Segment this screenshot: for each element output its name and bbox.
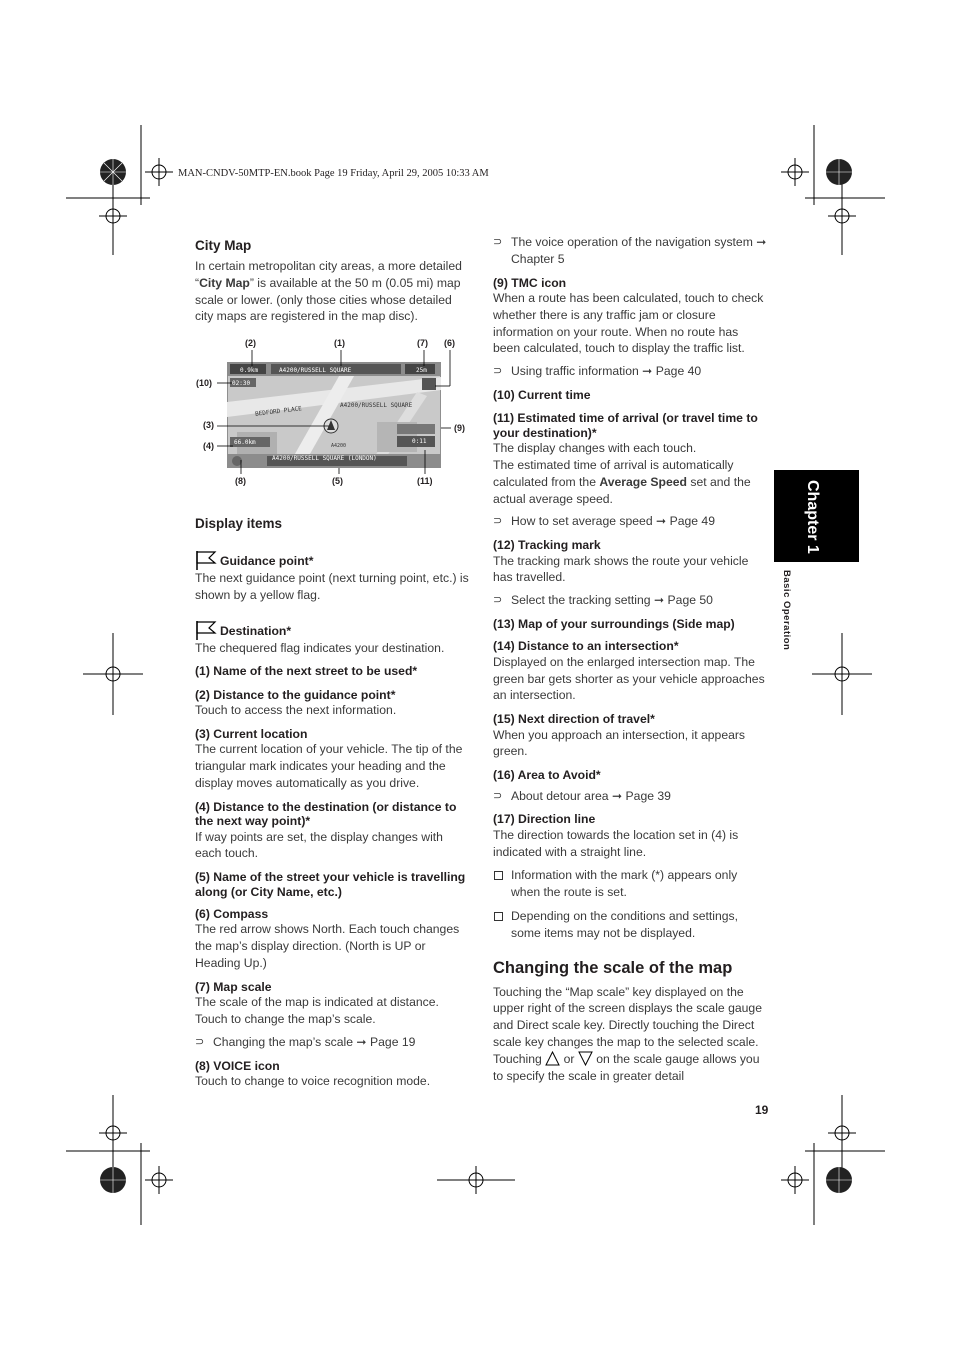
ref-traffic[interactable]: ⊃ Using traffic information ➞ Page 40 [493,363,768,380]
eta-text-1: The display changes with each touch. [493,441,697,456]
screen-map-label-1: A4200/RUSSELL SQUARE [340,402,413,409]
item-2-title: (2) Distance to the guidance point* [195,687,396,702]
direction-line-title: (17) Direction line [493,812,596,827]
screen-map-label-2: BEDFORD PLACE [254,405,303,418]
screen-eta: 0:11 [412,438,427,445]
ref-voice[interactable]: ⊃ The voice operation of the navigation system ➞ Chapter 5 [493,234,768,268]
chequered-flag-icon [195,620,217,640]
eta-paragraph [493,457,768,507]
ref-map-scale[interactable]: ⊃ Changing the map’s scale ➞ Page 19 [195,1034,470,1051]
item-2 [195,688,470,719]
intersection-title: (14) Distance to an intersection* [493,639,679,654]
callout-11: (11) [417,476,433,486]
section-label: Basic Operation [781,570,792,651]
section-label-wrap [781,570,797,650]
eta-text-3: set and the actual average speed. [493,474,751,506]
item-4-title: (4) Distance to the destination (or distance to the next way point)* [195,799,457,829]
tracking-item [493,538,768,586]
chapter-label-wrap [803,480,827,556]
screen-dest-distance: 66.0km [234,439,256,446]
note-2: Depending on the conditions and settings, some items may not be displayed. [493,908,768,942]
screen-bottom-street: A4200/RUSSELL SQUARE (LONDON) [272,455,377,462]
tmc-title: (9) TMC icon [493,275,567,290]
screen-map-label-3: A4200 [331,443,347,449]
guidance-point-title: Guidance point* [220,554,314,568]
item-8-text: Touch to change to voice recognition mode. [195,1074,431,1089]
next-dir-item [493,712,768,760]
eta-bold: Average Speed [599,474,687,489]
intersection-item [493,639,768,704]
item-3-title: (3) Current location [195,727,308,741]
callout-7: (7) [417,338,428,348]
item-8 [195,1059,470,1090]
city-map-paragraph [195,258,470,325]
scale-down-triangle-icon [578,1051,593,1066]
callout-4: (4) [203,441,214,451]
city-map-heading: City Map [195,238,252,253]
chapter-label: Chapter 1 [804,480,821,554]
next-dir-title: (15) Next direction of travel* [493,712,655,727]
surroundings-title: (13) Map of your surroundings (Side map) [493,616,735,631]
callout-5: (5) [332,476,343,486]
callout-3: (3) [203,420,214,430]
ref-speed[interactable]: ⊃ How to set average speed ➞ Page 49 [493,513,768,530]
item-3-text: The current location of your vehicle. The tip of the triangular mark indicates your heading and the display moves automatically as you drive. [195,742,463,790]
item-6-title: (6) Compass [195,907,269,922]
item-1-title: (1) Name of the next street to be used* [195,664,418,679]
scale-text-1: Touching the “Map scale” key displayed on the upper right of the screen displays the scale gauge and Direct scale key. Directly touching the Direct scale key changes the map to the selected scale. Touching [493,984,762,1066]
item-8-title: (8) VOICE icon [195,1058,280,1073]
screen-distance: 0.9km [240,367,259,374]
screen-time: 02:30 [232,380,251,387]
callout-2: (2) [245,338,256,348]
guidance-point-item [195,550,470,604]
callout-6: (6) [444,338,455,348]
item-5-title: (5) Name of the street your vehicle is travelling along (or City Name, etc.) [195,870,466,899]
avoid-title: (16) Area to Avoid* [493,768,601,783]
page-number: 19 [755,1103,769,1117]
next-dir-text: When you approach an intersection, it appears green. [493,727,746,759]
screen-scale: 25m [416,367,427,374]
city-map-figure [195,338,475,493]
item-6 [195,907,470,972]
item-6-text: The red arrow shows North. Each touch changes the map’s display direction. (North is UP or Heading Up.) [195,922,460,971]
display-items [195,514,470,1090]
direction-line-text: The direction towards the location set in (4) is indicated with a straight line. [493,827,739,859]
tracking-title: (12) Tracking mark [493,538,601,553]
scale-up-triangle-icon [545,1051,560,1066]
item-4-text: If way points are set, the display changes with each touch. [195,829,443,861]
ref-detour[interactable]: ⊃ About detour area ➞ Page 39 [493,788,768,805]
callout-8: (8) [235,476,246,486]
direction-line-item [493,812,768,860]
scale-text-or: or [563,1051,575,1066]
item-7-text: The scale of the map is indicated at distance. Touch to change the map’s scale. [195,995,439,1027]
city-map-text-2: ” is available at the 50 m (0.05 mi) map scale or lower. (only those cities whose detailed city maps are registered in the map disc). [195,275,461,324]
tmc-item [493,276,768,358]
callout-10: (10) [196,378,213,388]
item-3 [195,727,470,792]
city-map-text-1: In certain metropolitan city areas, a more detailed “ [195,259,462,290]
note-1: Information with the mark (*) appears only when the route is set. [493,867,768,901]
item-1 [195,664,470,678]
display-items-heading: Display items [195,516,283,531]
item-7-title: (7) Map scale [195,979,272,994]
scale-paragraph [493,984,768,1085]
destination-text: The chequered flag indicates your destination. [195,640,445,655]
scale-heading: Changing the scale of the map [493,958,733,977]
current-time-title: (10) Current time [493,387,591,402]
intersection-text: Displayed on the enlarged intersection map. The green bar gets shorter as your vehicle approaches an intersection. [493,654,765,703]
destination-title: Destination* [220,623,292,638]
item-4 [195,800,470,862]
callout-9: (9) [454,423,465,433]
ref-tracking[interactable]: ⊃ Select the tracking setting ➞ Page 50 [493,592,768,609]
callout-leaders [195,338,475,493]
tmc-text: When a route has been calculated, touch to check whether there is any traffic jam or closure information on your route. When no route has been calculated, touch to display the traffic list. [493,291,764,356]
item-5 [195,870,470,899]
callout-1: (1) [334,338,345,348]
screen-top-street: A4200/RUSSELL SQUARE [279,367,352,374]
guidance-point-text: The next guidance point (next turning point, etc.) is shown by a yellow flag. [195,571,469,602]
city-map-bold: City Map [199,275,250,290]
destination-item [195,620,470,657]
eta-title: (11) Estimated time of arrival (or travel time to your destination)* [493,411,758,440]
destination-title-row [195,620,470,640]
left-column [195,236,470,325]
item-7 [195,980,470,1028]
item-2-text: Touch to access the next information. [195,703,397,718]
file-header: MAN-CNDV-50MTP-EN.book Page 19 Friday, April 29, 2005 10:33 AM [178,168,489,179]
tracking-text: The tracking mark shows the route your vehicle has travelled. [493,553,749,585]
eta-text-2: The estimated time of arrival is automatically calculated from the [493,458,734,489]
right-column [493,234,768,1084]
eta-item [493,411,768,507]
flag-icon [195,550,217,570]
guidance-point-title-row [195,550,470,570]
scale-text-2: on the scale gauge allows you to specify the scale in greater detail [493,1051,760,1083]
